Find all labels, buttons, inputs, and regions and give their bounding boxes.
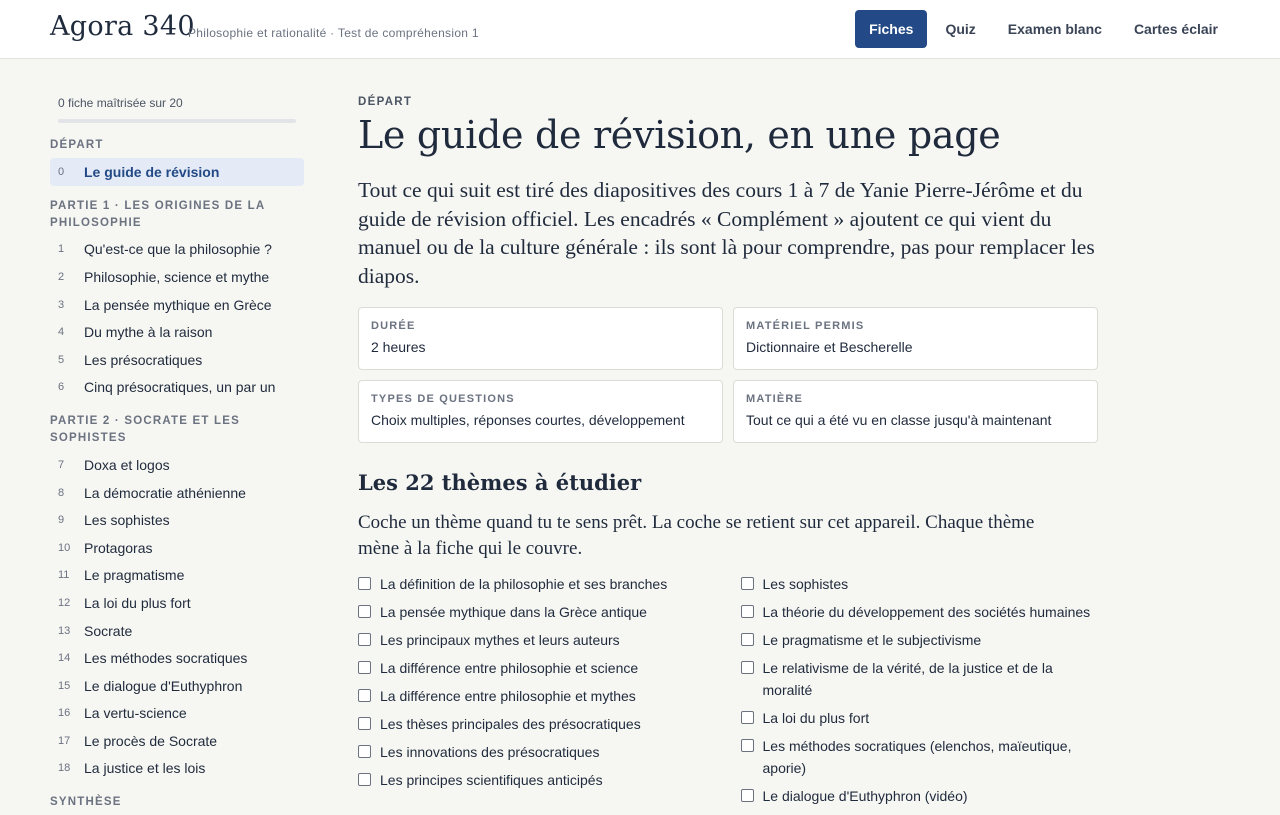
- sidebar-item-number: 18: [58, 762, 71, 775]
- sidebar-item-label: Cinq présocratiques, un par un: [84, 379, 276, 396]
- sidebar-item-label: La loi du plus fort: [84, 594, 191, 611]
- sidebar-item-label: Les méthodes socratiques: [84, 650, 248, 667]
- sidebar-item[interactable]: [50, 318, 304, 346]
- sidebar-item-number: 6: [58, 381, 65, 394]
- main-nav: [851, 10, 1232, 48]
- sidebar-item-label: La pensée mythique en Grèce: [84, 296, 272, 313]
- sidebar-item-number: 0: [58, 165, 65, 178]
- sidebar-item-label: La justice et les lois: [84, 760, 206, 777]
- info-card: [733, 380, 1098, 443]
- sidebar-item[interactable]: [50, 562, 304, 590]
- sidebar-item[interactable]: [50, 236, 304, 264]
- theme-checkbox[interactable]: [741, 789, 754, 802]
- sidebar-item[interactable]: [50, 727, 304, 755]
- theme-checkbox[interactable]: [358, 717, 371, 730]
- theme-checkbox-item[interactable]: [358, 713, 721, 735]
- theme-checkbox-item[interactable]: [358, 629, 721, 651]
- theme-checkbox[interactable]: [741, 711, 754, 724]
- theme-checkbox-item[interactable]: [741, 657, 1104, 701]
- theme-label: Les principaux mythes et leurs auteurs: [380, 632, 620, 648]
- theme-checkbox[interactable]: [358, 745, 371, 758]
- info-card-label: MATÉRIEL PERMIS: [746, 320, 865, 332]
- sidebar-nav-list: [50, 137, 304, 815]
- theme-label: La définition de la philosophie et ses branches: [380, 576, 668, 592]
- theme-label: Les thèses principales des présocratiques: [380, 716, 641, 732]
- sidebar-item-label: La démocratie athénienne: [84, 484, 246, 501]
- theme-checkbox-item[interactable]: [358, 769, 721, 791]
- theme-label: Les méthodes socratiques (elenchos, maïeutique, aporie): [762, 738, 1072, 776]
- sidebar-item-number: 1: [58, 243, 65, 256]
- theme-label: Les sophistes: [762, 576, 849, 592]
- themes-column-left: [358, 573, 721, 813]
- theme-checkbox-item[interactable]: [741, 785, 1104, 807]
- sidebar-item[interactable]: [50, 755, 304, 783]
- info-card: [733, 307, 1098, 370]
- sidebar-item-number: 9: [58, 514, 65, 527]
- sidebar-item-label: Le procès de Socrate: [84, 732, 218, 749]
- info-card-label: MATIÈRE: [746, 393, 804, 405]
- sidebar-item[interactable]: [50, 589, 304, 617]
- theme-checkbox-item[interactable]: [358, 741, 721, 763]
- theme-checkbox[interactable]: [358, 577, 371, 590]
- sidebar-item-number: 14: [58, 652, 71, 665]
- theme-checkbox-item[interactable]: [358, 657, 721, 679]
- sidebar-item-label: Protagoras: [84, 539, 153, 556]
- theme-checkbox-item[interactable]: [741, 601, 1104, 623]
- theme-label: La théorie du développement des sociétés humaines: [762, 604, 1091, 620]
- sidebar-item-label: Philosophie, science et mythe: [84, 268, 270, 285]
- sidebar-item-label: La vertu-science: [84, 705, 187, 722]
- course-subtitle: Philosophie et rationalité · Test de compréhension 1: [188, 26, 479, 40]
- theme-checkbox[interactable]: [358, 661, 371, 674]
- theme-label: Les principes scientifiques anticipés: [380, 772, 603, 788]
- theme-checkbox[interactable]: [358, 633, 371, 646]
- sidebar-item-number: 4: [58, 326, 65, 339]
- sidebar-group-title: SYNTHÈSE: [50, 796, 122, 809]
- nav-tab-examen-blanc[interactable]: Examen blanc: [1007, 21, 1102, 37]
- sidebar-item-label: Du mythe à la raison: [84, 324, 213, 341]
- sidebar-item-label: Les sophistes: [84, 512, 170, 529]
- theme-checkbox[interactable]: [358, 773, 371, 786]
- sidebar-item[interactable]: [50, 534, 304, 562]
- sidebar-item-label: Qu'est-ce que la philosophie ?: [84, 241, 272, 258]
- info-card-value: Tout ce qui a été vu en classe jusqu'à maintenant: [746, 412, 1052, 428]
- sidebar-item-number: 3: [58, 298, 65, 311]
- theme-checkbox[interactable]: [741, 661, 754, 674]
- section-eyebrow: DÉPART: [358, 96, 413, 108]
- sidebar-item-number: 8: [58, 486, 65, 499]
- sidebar-item-number: 2: [58, 270, 65, 283]
- themes-description: Coche un thème quand tu te sens prêt. La coche se retient sur cet appareil. Chaque thème mène à la fiche qui le couvre.: [358, 512, 1035, 559]
- themes-heading: Les 22 thèmes à étudier: [358, 470, 642, 495]
- theme-checkbox-item[interactable]: [358, 573, 721, 595]
- info-card-value: 2 heures: [371, 339, 426, 355]
- theme-checkbox-item[interactable]: [741, 707, 1104, 729]
- sidebar-item-number: 7: [58, 458, 65, 471]
- sidebar-item[interactable]: [50, 644, 304, 672]
- theme-checkbox[interactable]: [358, 689, 371, 702]
- theme-checkbox[interactable]: [741, 633, 754, 646]
- sidebar-item[interactable]: [50, 617, 304, 645]
- sidebar-item-number: 17: [58, 734, 71, 747]
- sidebar-item-label: Le dialogue d'Euthyphron: [84, 677, 243, 694]
- sidebar-item-number: 16: [58, 707, 71, 720]
- theme-checkbox-item[interactable]: [741, 629, 1104, 651]
- sidebar-item-label: Les présocratiques: [84, 351, 203, 368]
- sidebar-item-label: Doxa et logos: [84, 456, 170, 473]
- sidebar-item-number: 5: [58, 353, 65, 366]
- sidebar-item-number: 12: [58, 596, 71, 609]
- sidebar-item[interactable]: [50, 346, 304, 374]
- theme-checkbox-item[interactable]: [358, 601, 721, 623]
- sidebar-item[interactable]: [50, 700, 304, 728]
- info-card-value: Dictionnaire et Bescherelle: [746, 339, 913, 355]
- progress-label: 0 fiche maîtrisée sur 20: [58, 96, 183, 110]
- sidebar-item[interactable]: [50, 291, 304, 319]
- nav-tab-fiches[interactable]: Fiches: [855, 10, 927, 48]
- info-card-label: DURÉE: [371, 320, 416, 332]
- theme-label: La loi du plus fort: [762, 710, 870, 726]
- sidebar-item[interactable]: [50, 506, 304, 534]
- sidebar-item-number: 11: [58, 569, 70, 582]
- theme-checkbox-item[interactable]: [741, 573, 1104, 595]
- info-card-label: TYPES DE QUESTIONS: [371, 393, 515, 405]
- page-title: Le guide de révision, en une page: [358, 113, 1001, 157]
- theme-checkbox-item[interactable]: [358, 685, 721, 707]
- sidebar-item[interactable]: [50, 158, 304, 186]
- info-card: [358, 380, 723, 443]
- brand-logo[interactable]: Agora 340: [50, 11, 195, 42]
- progress-bar: [58, 119, 296, 123]
- sidebar: [50, 59, 304, 809]
- theme-checkbox[interactable]: [741, 577, 754, 590]
- theme-label: Le pragmatisme et le subjectivisme: [762, 632, 982, 648]
- sidebar-item-number: 10: [58, 541, 71, 554]
- themes-checklist: [358, 573, 1103, 813]
- theme-checkbox[interactable]: [741, 739, 754, 752]
- intro-paragraph: Tout ce qui suit est tiré des diapositives des cours 1 à 7 de Yanie Pierre-Jérôme et du guide de révision officiel. Les encadrés « Complément » ajoutent ce qui vient du manuel ou de la culture générale : ils sont là pour comprendre, pas pour remplacer les diapos.: [358, 178, 1095, 289]
- sidebar-item-number: 15: [58, 679, 71, 692]
- info-card-value: Choix multiples, réponses courtes, développement: [371, 412, 685, 428]
- sidebar-item[interactable]: [50, 263, 304, 291]
- exam-info-cards: [358, 307, 1098, 443]
- theme-label: La pensée mythique dans la Grèce antique: [380, 604, 647, 620]
- sidebar-group-title: PARTIE 2 · SOCRATE ET LES SOPHISTES: [50, 415, 240, 445]
- nav-tab-quiz[interactable]: Quiz: [945, 21, 976, 37]
- top-bar: [0, 0, 1280, 59]
- theme-label: Le relativisme de la vérité, de la justice et de la moralité: [762, 660, 1053, 698]
- sidebar-group-title: DÉPART: [50, 139, 104, 151]
- themes-column-right: [741, 573, 1104, 813]
- theme-checkbox[interactable]: [741, 605, 754, 618]
- sidebar-item-label: Le pragmatisme: [84, 567, 185, 584]
- sidebar-item-number: 13: [58, 624, 71, 637]
- theme-label: La différence entre philosophie et mythes: [380, 688, 636, 704]
- sidebar-group-title: PARTIE 1 · LES ORIGINES DE LA PHILOSOPHIE: [50, 199, 265, 229]
- sidebar-item-label: Socrate: [84, 622, 133, 639]
- theme-checkbox[interactable]: [358, 605, 371, 618]
- sidebar-item-label: Le guide de révision: [84, 163, 220, 180]
- theme-label: Le dialogue d'Euthyphron (vidéo): [762, 788, 968, 804]
- sidebar-item[interactable]: [50, 672, 304, 700]
- sidebar-item[interactable]: [50, 451, 304, 479]
- theme-checkbox-item[interactable]: [741, 735, 1104, 779]
- theme-label: Les innovations des présocratiques: [380, 744, 600, 760]
- nav-tab-cartes-clair[interactable]: Cartes éclair: [1133, 21, 1218, 37]
- sidebar-item[interactable]: [50, 374, 304, 402]
- info-card: [358, 307, 723, 370]
- theme-label: La différence entre philosophie et science: [380, 660, 639, 676]
- sidebar-item[interactable]: [50, 479, 304, 507]
